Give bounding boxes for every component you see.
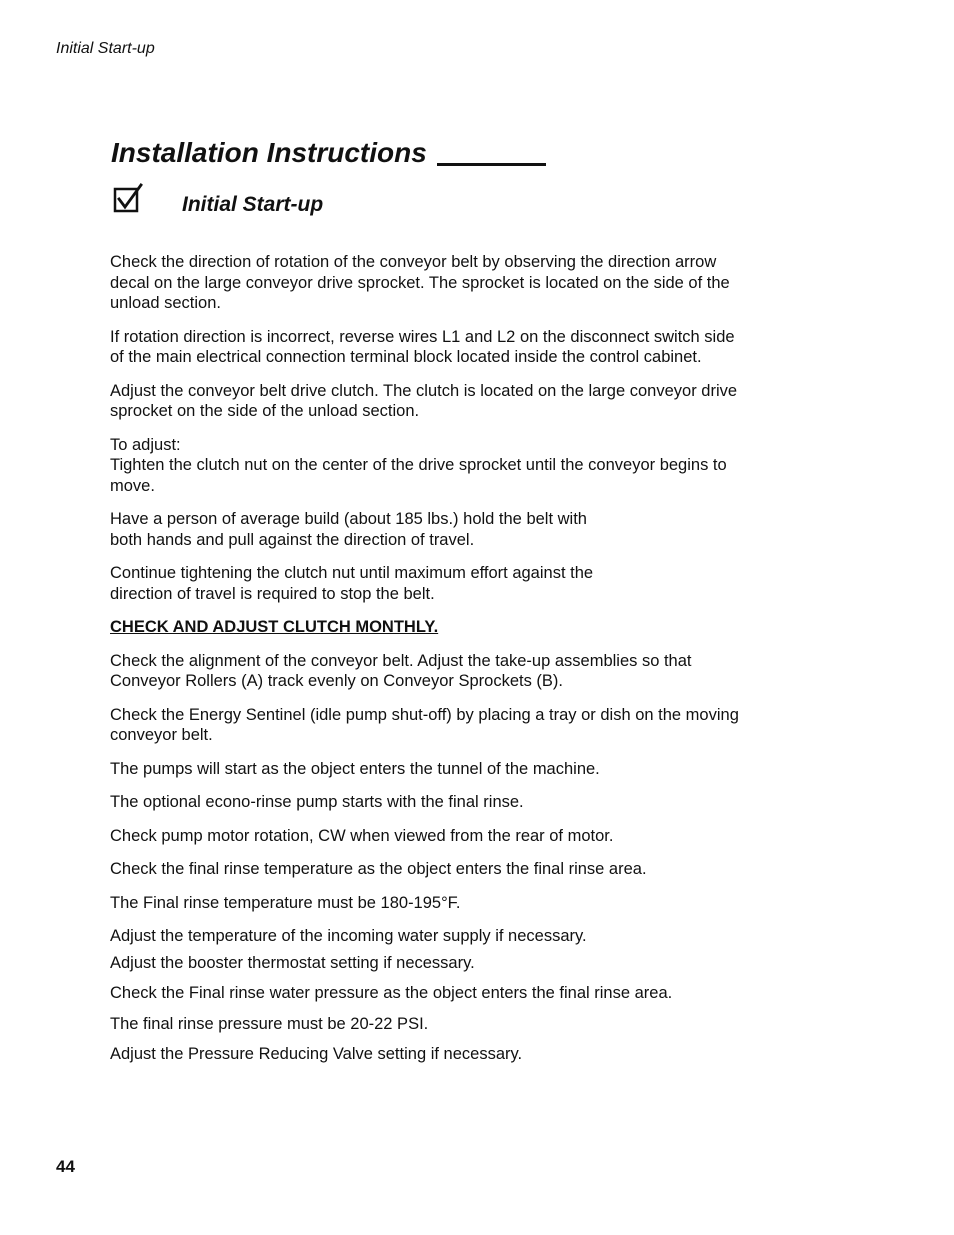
instruction-paragraph: Check the alignment of the conveyor belt. Adjust the take-up assemblies so that Conveyor Rollers (A) track evenly on Conveyor Sprockets (B). bbox=[110, 651, 692, 690]
instruction-line: Have a person of average build (about 185 lbs.) hold the belt with bbox=[110, 510, 587, 528]
instruction-paragraph: Adjust the Pressure Reducing Valve setting if necessary. bbox=[110, 1045, 523, 1063]
instruction-paragraph: The final rinse pressure must be 20-22 PSI. bbox=[110, 1014, 429, 1033]
page-title-text: Installation Instructions bbox=[111, 137, 427, 168]
instruction-paragraph: If rotation direction is incorrect, reverse wires L1 and L2 on the disconnect switch side of the main electrical connection terminal block located inside the control cabinet. bbox=[110, 327, 735, 366]
running-header: Initial Start-up bbox=[56, 40, 155, 57]
instruction-line: Continue tightening the clutch nut until maximum effort against the bbox=[110, 564, 594, 582]
monthly-check-heading: CHECK AND ADJUST CLUTCH MONTHLY. bbox=[110, 618, 439, 636]
instruction-paragraph: Check the Energy Sentinel (idle pump shut-off) by placing a tray or dish on the moving conveyor belt. bbox=[110, 705, 739, 744]
instruction-line: direction of travel is required to stop the belt. bbox=[110, 584, 435, 603]
instruction-paragraph: Check the direction of rotation of the conveyor belt by observing the direction arrow decal on the large conveyor drive sprocket. The sprocket is located on the side of the unload section. bbox=[110, 253, 730, 312]
instruction-paragraph: Adjust the conveyor belt drive clutch. The clutch is located on the large conveyor drive sprocket on the side of the unload section. bbox=[110, 381, 738, 420]
page-title bbox=[111, 137, 546, 169]
instruction-paragraph: Check the Final rinse water pressure as the object enters the final rinse area. bbox=[110, 984, 673, 1002]
instruction-label: To adjust: bbox=[110, 435, 181, 454]
instruction-paragraph: Check pump motor rotation, CW when viewed from the rear of motor. bbox=[110, 826, 614, 845]
instruction-paragraph: The Final rinse temperature must be 180-195°F. bbox=[110, 893, 461, 912]
instruction-paragraph: The optional econo-rinse pump starts with the final rinse. bbox=[110, 793, 524, 811]
instruction-line: both hands and pull against the direction of travel. bbox=[110, 530, 475, 549]
instruction-paragraph: The pumps will start as the object enters the tunnel of the machine. bbox=[110, 759, 600, 778]
page-number: 44 bbox=[56, 1157, 75, 1176]
instruction-paragraph: Adjust the booster thermostat setting if necessary. bbox=[110, 953, 475, 972]
checked-box-icon bbox=[112, 183, 144, 215]
instructions-body bbox=[110, 252, 750, 1065]
section-subtitle: Initial Start-up bbox=[182, 193, 324, 216]
instruction-paragraph: Adjust the temperature of the incoming water supply if necessary. bbox=[110, 927, 587, 945]
instruction-paragraph: Check the final rinse temperature as the object enters the final rinse area. bbox=[110, 860, 647, 878]
instruction-paragraph: Tighten the clutch nut on the center of the drive sprocket until the conveyor begins to move. bbox=[110, 456, 727, 495]
title-underline-rule bbox=[437, 163, 546, 166]
